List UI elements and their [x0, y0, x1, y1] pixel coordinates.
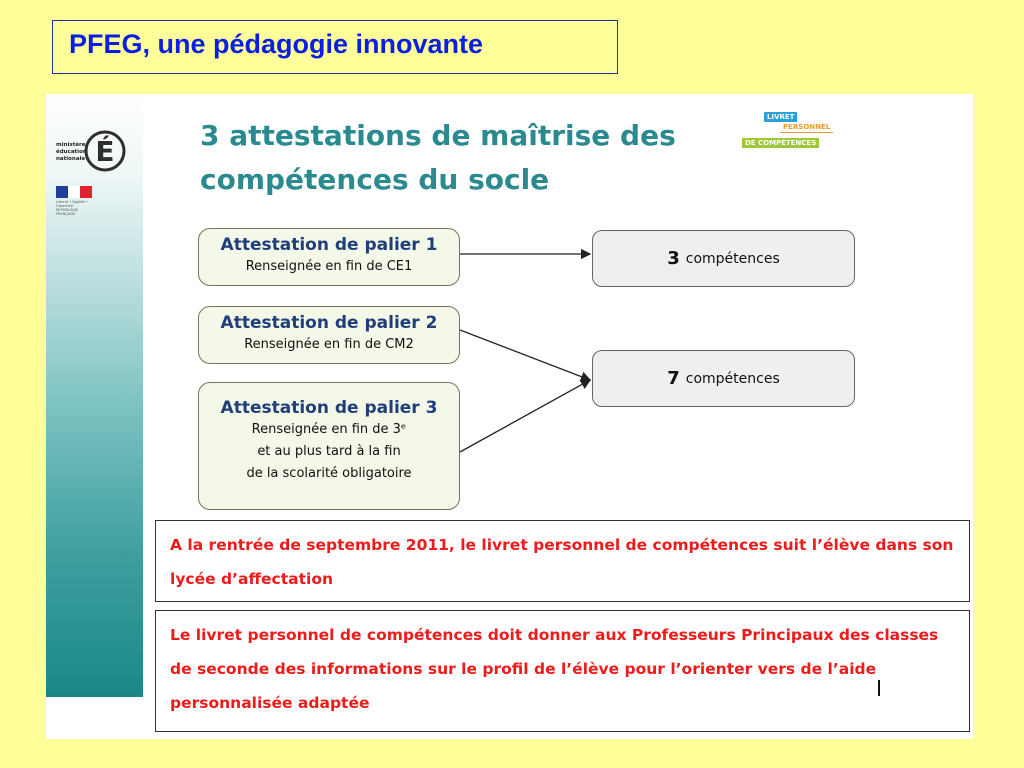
- education-nationale-e-icon: [82, 126, 128, 172]
- palier-3-line-1: Renseignée en fin de 3ᵉ: [251, 422, 407, 437]
- note-rentree-2011: [155, 520, 970, 602]
- lpc-logo-line-1: LIVRET: [764, 112, 797, 122]
- republique-caption: Liberté • Égalité • Fraternité RÉPUBLIQUE FRANÇAISE: [56, 200, 88, 216]
- embedded-slide: [46, 94, 973, 739]
- heading-line-2: compétences du socle: [200, 163, 550, 196]
- palier-3-line-3: de la scolarité obligatoire: [246, 466, 412, 481]
- competences-3-box: [592, 230, 855, 287]
- title-box: [52, 20, 618, 74]
- palier-1-line: Renseignée en fin de CE1: [245, 259, 413, 274]
- logo-letter: É: [95, 135, 115, 168]
- competences-3-label: compétences: [685, 250, 780, 267]
- competences-3-number: 3: [667, 248, 680, 269]
- palier-3-title: Attestation de palier 3: [220, 398, 438, 418]
- heading-line-1: 3 attestations de maîtrise des: [200, 119, 676, 152]
- livret-personnel-competences-logo: [740, 110, 840, 156]
- left-gradient-band: [46, 94, 143, 697]
- palier-2-title: Attestation de palier 2: [220, 313, 438, 333]
- arrow-palier2-to-7comp: [460, 330, 590, 380]
- competences-7-number: 7: [667, 368, 680, 389]
- palier-3-line-2: et au plus tard à la fin: [257, 444, 401, 459]
- palier-1-box: [198, 228, 460, 286]
- slide-heading: [200, 114, 720, 202]
- lpc-logo-line-3: DE COMPÉTENCES: [742, 138, 819, 148]
- note-rentree-2011-text: A la rentrée de septembre 2011, le livret personnel de compétences suit l’élève dans son lycée d’affectation: [170, 536, 954, 588]
- text-cursor-icon: [878, 680, 880, 696]
- slide-title: PFEG, une pédagogie innovante: [69, 29, 484, 59]
- ministry-text: ministère éducation nationale: [56, 142, 87, 162]
- arrow-palier3-to-7comp: [460, 380, 590, 452]
- competences-7-label: compétences: [685, 370, 780, 387]
- french-flag-icon: [56, 186, 92, 198]
- competences-7-box: [592, 350, 855, 407]
- palier-3-box: [198, 382, 460, 510]
- note-professeurs-principaux: [155, 610, 970, 732]
- palier-2-line: Renseignée en fin de CM2: [244, 337, 414, 352]
- palier-2-box: [198, 306, 460, 364]
- lpc-logo-line-2: PERSONNEL: [780, 122, 833, 133]
- palier-1-title: Attestation de palier 1: [220, 235, 438, 255]
- note-professeurs-principaux-text: Le livret personnel de compétences doit donner aux Professeurs Principaux des classes de seconde des informations sur le profil de l’élève pour l’orienter vers de l’aide personnalisée adaptée: [170, 626, 939, 712]
